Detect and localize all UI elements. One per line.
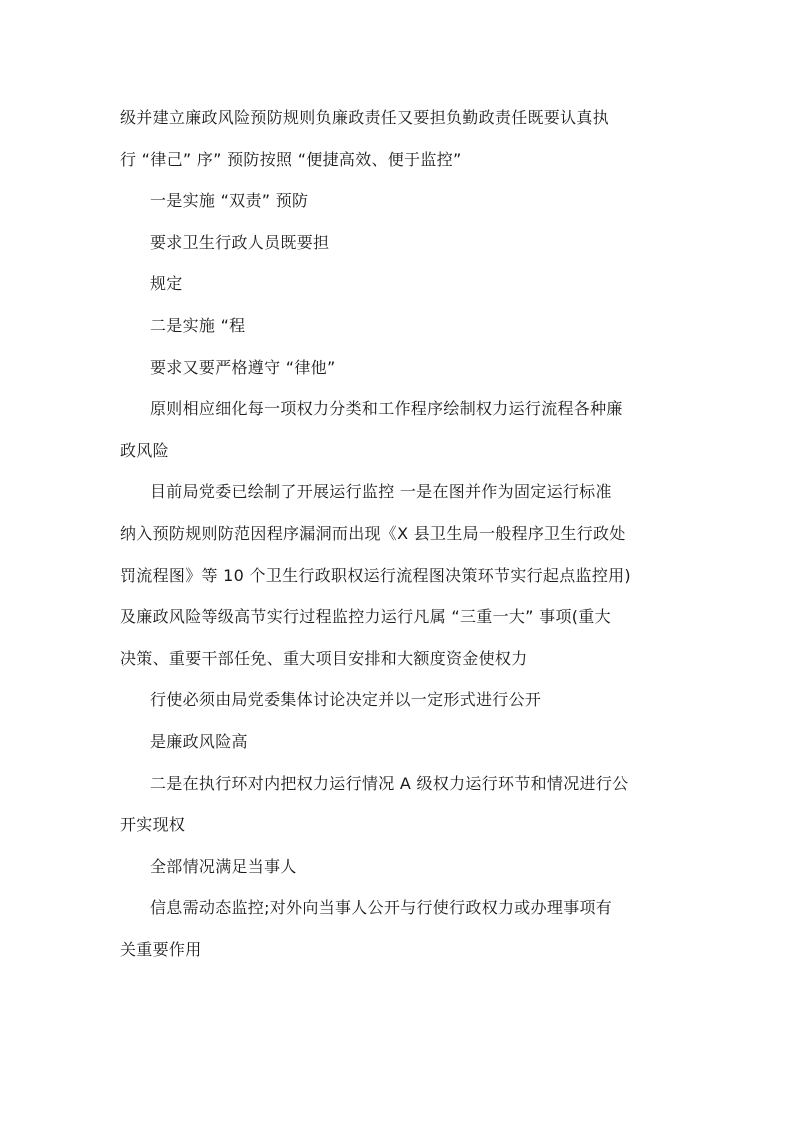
text-line: 目前局党委已绘制了开展运行监控 一是在图并作为固定运行标准 (150, 482, 612, 502)
text-line: 规定 (150, 274, 183, 294)
text-line: 要求又要严格遵守 “律他” (150, 357, 336, 377)
text-line: 行 “律己” 序” 预防按照 “便捷高效、便于监控” (120, 149, 462, 169)
text-line: 要求卫生行政人员既要担 (150, 232, 330, 252)
text-line: 全部情况满足当事人 (150, 856, 297, 876)
text-line: 原则相应细化每一项权力分类和工作程序绘制权力运行流程各种廉 (150, 399, 623, 419)
document-body (120, 104, 676, 977)
text-line: 二是在执行环对内把权力运行情况 A 级权力运行环节和情况进行公 (150, 773, 629, 793)
text-line: 级并建立廉政风险预防规则负廉政责任又要担负勤政责任既要认真执 (120, 108, 610, 127)
text-line: 开实现权 (120, 815, 186, 835)
text-line: 罚流程图》等 10 个卫生行政职权运行流程图决策环节实行起点监控用) (120, 565, 631, 585)
text-line: 是廉政风险高 (150, 731, 248, 751)
text-line: 决策、重要干部任免、重大项目安排和大额度资金使权力 (120, 648, 528, 668)
text-line: 行使必须由局党委集体讨论决定并以一定形式进行公开 (150, 690, 542, 710)
text-line: 一是实施 “双责” 预防 (150, 191, 309, 211)
text-line: 关重要作用 (120, 939, 202, 959)
text-line: 信息需动态监控;对外向当事人公开与行使行政权力或办理事项有 (150, 898, 613, 918)
text-line: 纳入预防规则防范因程序漏洞而出现《X 县卫生局一般程序卫生行政处 (120, 523, 626, 543)
text-line: 及廉政风险等级高节实行过程监控力运行凡属 “三重一大” 事项(重大 (120, 607, 611, 627)
text-line: 政风险 (120, 440, 169, 460)
text-line: 二是实施 “程 (150, 315, 246, 335)
